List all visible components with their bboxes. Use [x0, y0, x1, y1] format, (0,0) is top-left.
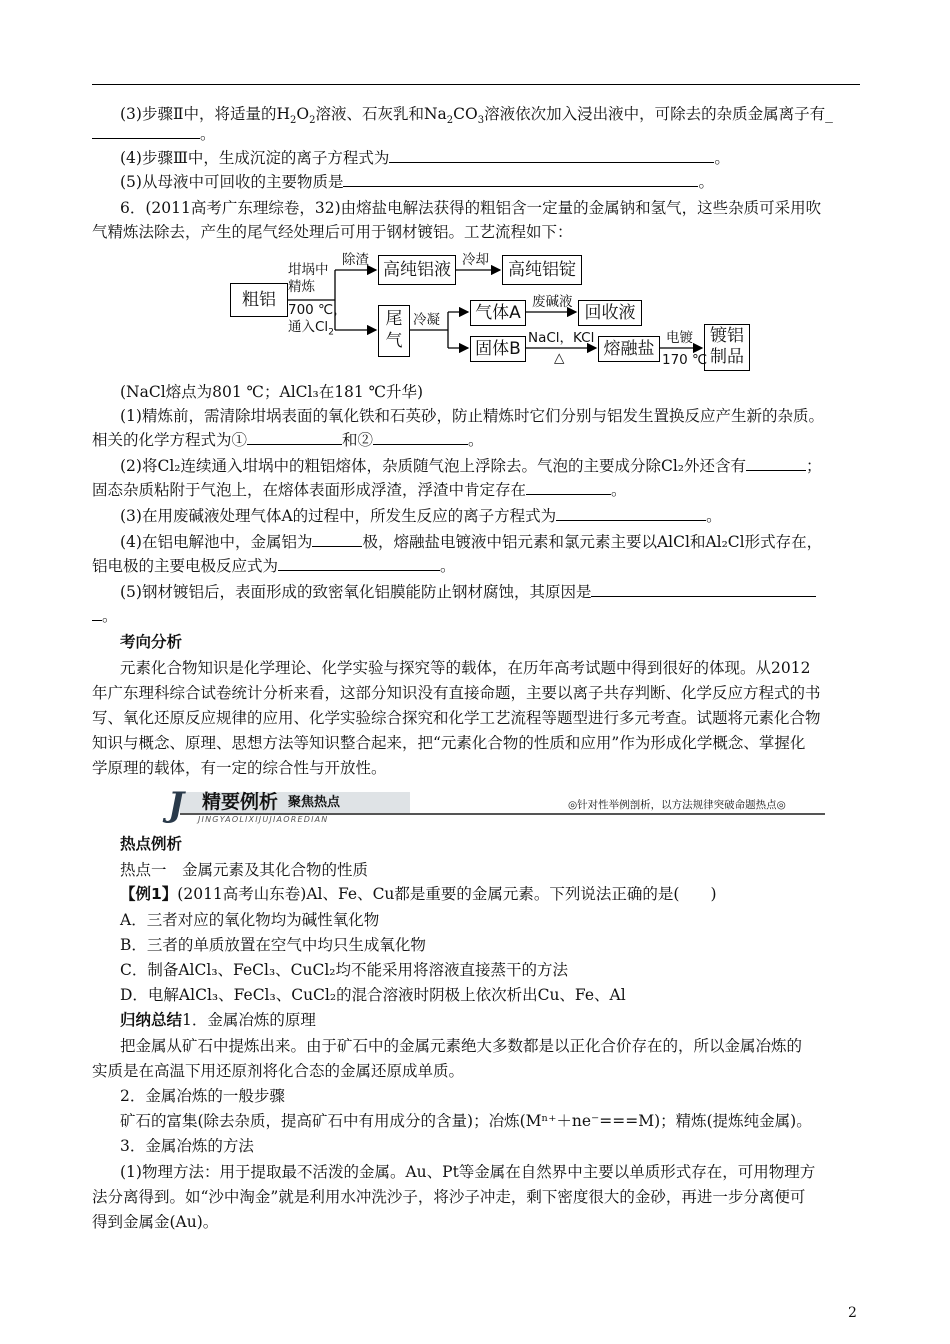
slag-label: 除渣 [342, 252, 369, 268]
summary-line-6: (1)物理方法：用于提取最不活泼的金属。Au、Pt等金属在自然界中主要以单质形式存在，可用物理方 [120, 1163, 816, 1181]
q5-line: (5)从母液中可回收的主要物质是 。 [120, 173, 714, 191]
answer-blank[interactable] [278, 556, 440, 571]
cool-label: 冷却 [462, 252, 489, 268]
answer-blank[interactable] [373, 430, 468, 445]
plated-char-2: 制品 [710, 347, 744, 367]
summary-tag: 归纳总结 [120, 1011, 183, 1029]
svg-text:J: J [168, 786, 185, 825]
hot-topic-1: 热点一 金属元素及其化合物的性质 [120, 861, 369, 879]
q6-1-line-2: 相关的化学方程式为① 和② 。 [92, 431, 484, 449]
option-a: A．三者对应的氧化物均为碱性氧化物 [120, 911, 380, 929]
plating-temp-label: 170 ℃ [662, 352, 708, 368]
q3-blank-line: 。 [92, 124, 216, 144]
answer-blank[interactable] [746, 456, 806, 471]
q6-4-line-2: 铝电极的主要电极反应式为 。 [92, 557, 456, 575]
banner-pinyin: JINGYAOLIXIJUJIAOREDIAN [198, 815, 329, 824]
analysis-line-4: 知识与概念、原理、思想方法等知识整合起来，把“元素化合物的性质和应用”作为形成化学概念、掌握化 [92, 734, 806, 752]
example-1: 【例1】(2011高考山东卷)Al、Fe、Cu都是重要的金属元素。下列说法正确的是( ) [120, 885, 717, 903]
summary-line-3: 2．金属冶炼的一般步骤 [120, 1087, 285, 1105]
option-b: B．三者的单质放置在空气中均只生成氧化物 [120, 936, 426, 954]
answer-blank[interactable] [343, 172, 698, 187]
option-d: D．电解AlCl₃、FeCl₃、CuCl₂的混合溶液时阴极上依次析出Cu、Fe、Al [120, 986, 626, 1004]
analysis-line-3: 写、氧化还原反应规律的应用、化学实验综合探究和化学工艺流程等题型进行多元考查。试题将元素化合物 [92, 709, 821, 727]
crude-aluminum-box: 粗铝 [230, 283, 288, 317]
option-c: C．制备AlCl₃、FeCl₃、CuCl₂均不能采用将溶液直接蒸干的方法 [120, 961, 569, 979]
crucible-label: 坩埚中 [288, 262, 329, 278]
analysis-line-1: 元素化合物知识是化学理论、化学实验与探究等的载体，在历年高考试题中得到很好的体现。从2012 [120, 659, 811, 677]
q6-5-line-2: 。 [92, 606, 118, 626]
plated-product-box [704, 324, 750, 371]
answer-blank[interactable] [526, 480, 611, 495]
heat-label: △ [554, 350, 565, 366]
banner-title: 精要例析 [202, 791, 279, 813]
molten-salt-box: 熔融盐 [598, 336, 660, 362]
pure-liquid-box: 高纯铝液 [378, 255, 456, 285]
q6-4-line-1: (4)在铝电解池中，金属铝为 极，熔融盐电镀液中铝元素和氯元素主要以AlCl和Al₂Cl形式存在， [120, 533, 823, 551]
answer-blank[interactable] [312, 532, 362, 547]
tail-gas-char-2: 气 [385, 331, 403, 351]
hot-topic-heading: 热点例析 [120, 835, 183, 853]
tail-gas-char-1: 尾 [385, 309, 403, 329]
cl2-label: 通入$Cl_2$ [288, 319, 334, 338]
answer-blank[interactable] [92, 124, 200, 139]
temp-label: 700 ℃， [288, 302, 347, 318]
q6-line-2: 气精炼法除去，产生的尾气经处理后可用于钢材镀铝。工艺流程如下： [92, 223, 573, 241]
tail-gas-box [378, 305, 410, 357]
banner-tagline: ◎针对性举例剖析，以方法规律突破命题热点◎ [568, 799, 786, 811]
section-banner [150, 786, 830, 826]
q4-line: (4)步骤Ⅲ中，生成沉淀的离子方程式为 。 [120, 149, 730, 167]
plated-char-1: 镀铝 [710, 326, 744, 346]
melting-point-note: (NaCl熔点为801 ℃；AlCl₃在181 ℃升华) [120, 383, 424, 401]
q3-line: (3)步骤Ⅱ中，将适量的$H_2O_2$溶液、石灰乳和$Na_2CO_3$溶液依次加入浸出液中，可除去的杂质金属离子有_ [120, 105, 833, 127]
q6-5-line-1: (5)钢材镀铝后，表面形成的致密氧化铝膜能防止钢材腐蚀，其原因是 [120, 582, 816, 602]
summary-heading: 归纳总结1．金属冶炼的原理 [120, 1011, 316, 1029]
answer-blank[interactable] [389, 148, 714, 163]
summary-line-4: 矿石的富集(除去杂质，提高矿石中有用成分的含量)；冶炼(Mⁿ⁺＋ne⁻===M)；精炼(提炼纯金属)。 [120, 1112, 812, 1130]
process-flow-diagram [230, 250, 770, 380]
answer-blank[interactable] [247, 430, 342, 445]
answer-blank[interactable] [591, 582, 816, 597]
analysis-line-2: 年广东理科综合试卷统计分析来看，这部分知识没有直接命题，主要以离子共存判断、化学反应方程式的书 [92, 684, 821, 702]
q6-line-1: 6．(2011高考广东理综卷，32)由熔盐电解法获得的粗铝含一定量的金属钠和氢气，这些杂质可采用吹 [120, 199, 822, 217]
recycle-liquid-box: 回收液 [578, 300, 642, 326]
q6-3-line: (3)在用废碱液处理气体A的过程中，所发生反应的离子方程式为 。 [120, 507, 722, 525]
q6-2-line-1: (2)将Cl₂连续通入坩埚中的粗铝熔体，杂质随气泡上浮除去。气泡的主要成分除Cl₂外还含有 ； [120, 457, 822, 475]
gas-a-box: 气体A [470, 300, 526, 326]
salts-label: NaCl，KCl [528, 330, 595, 346]
page-number: 2 [848, 1305, 857, 1321]
header-rule [92, 84, 860, 85]
plating-label: 电镀 [666, 330, 693, 346]
q6-2-line-2: 固态杂质粘附于气泡上，在熔体表面形成浮渣，浮渣中肯定存在 。 [92, 481, 627, 499]
condense-label: 冷凝 [413, 312, 440, 328]
analysis-line-5: 学原理的载体，有一定的综合性与开放性。 [92, 759, 387, 777]
example-tag: 【例1】 [120, 885, 178, 903]
answer-blank[interactable] [92, 606, 102, 621]
analysis-heading: 考向分析 [120, 633, 183, 651]
summary-line-8: 得到金属金(Au)。 [92, 1213, 219, 1231]
summary-line-2: 实质是在高温下用还原剂将化合态的金属还原成单质。 [92, 1062, 465, 1080]
refine-label: 精炼 [288, 279, 315, 295]
waste-alkali-label: 废碱液 [532, 294, 573, 310]
solid-b-box: 固体B [470, 336, 526, 362]
summary-line-5: 3．金属冶炼的方法 [120, 1137, 254, 1155]
summary-line-7: 法分离得到。如“沙中淘金”就是利用水冲洗沙子，将沙子冲走，剩下密度很大的金砂，再进一步分离便可 [92, 1188, 806, 1206]
pure-ingot-box: 高纯铝锭 [502, 255, 582, 285]
q6-1-line-1: (1)精炼前，需清除坩埚表面的氧化铁和石英砂，防止精炼时它们分别与铝发生置换反应产生新的杂质。 [120, 407, 824, 425]
answer-blank[interactable] [556, 506, 706, 521]
summary-line-1: 把金属从矿石中提炼出来。由于矿石中的金属元素绝大多数都是以正化合价存在的，所以金属冶炼的 [120, 1037, 803, 1055]
banner-subtitle: 聚焦热点 [288, 795, 341, 810]
